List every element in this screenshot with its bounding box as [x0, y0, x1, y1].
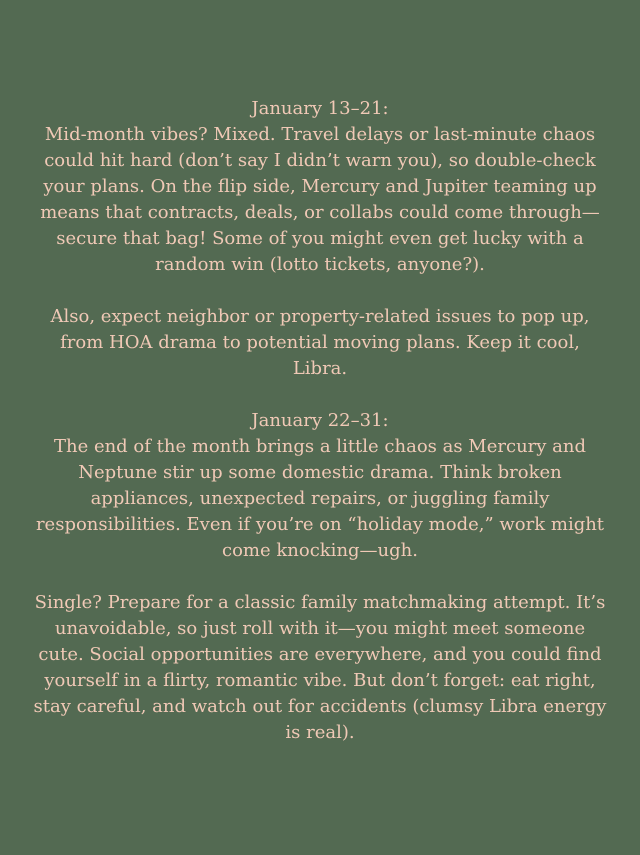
section-paragraph: The end of the month brings a little chaos as Mercury and Neptune stir up some domestic drama. Think broken appliances, unexpected repairs, or juggling family responsibilities. Even if you’re on “holiday mode,” work might come knocking—ugh.: [35, 436, 605, 561]
section-jan-13-21-followup: [32, 304, 608, 382]
section-paragraph: Also, expect neighbor or property-related issues to pop up, from HOA drama to potential moving plans. Keep it cool, Libra.: [50, 306, 590, 379]
section-jan-13-21: [32, 96, 608, 278]
section-heading: January 22–31:: [251, 410, 389, 431]
section-paragraph: Single? Prepare for a classic family matchmaking attempt. It’s unavoidable, so just roll with it—you might meet someone cute. Social opportunities are everywhere, and you could find yourself in a flirty, romantic vibe. But don’t forget: eat right, stay careful, and watch out for accidents (clumsy Libra energy is real).: [33, 592, 607, 743]
section-jan-22-31: [32, 408, 608, 564]
section-paragraph: Mid-month vibes? Mixed. Travel delays or last-minute chaos could hit hard (don’t say I didn’t warn you), so double-check your plans. On the flip side, Mercury and Jupiter teaming up means that contracts, deals, or collabs could come through—secure that bag! Some of you might even get lucky with a random win (lotto tickets, anyone?).: [40, 124, 600, 275]
section-heading: January 13–21:: [251, 98, 389, 119]
section-jan-22-31-followup: [32, 590, 608, 746]
